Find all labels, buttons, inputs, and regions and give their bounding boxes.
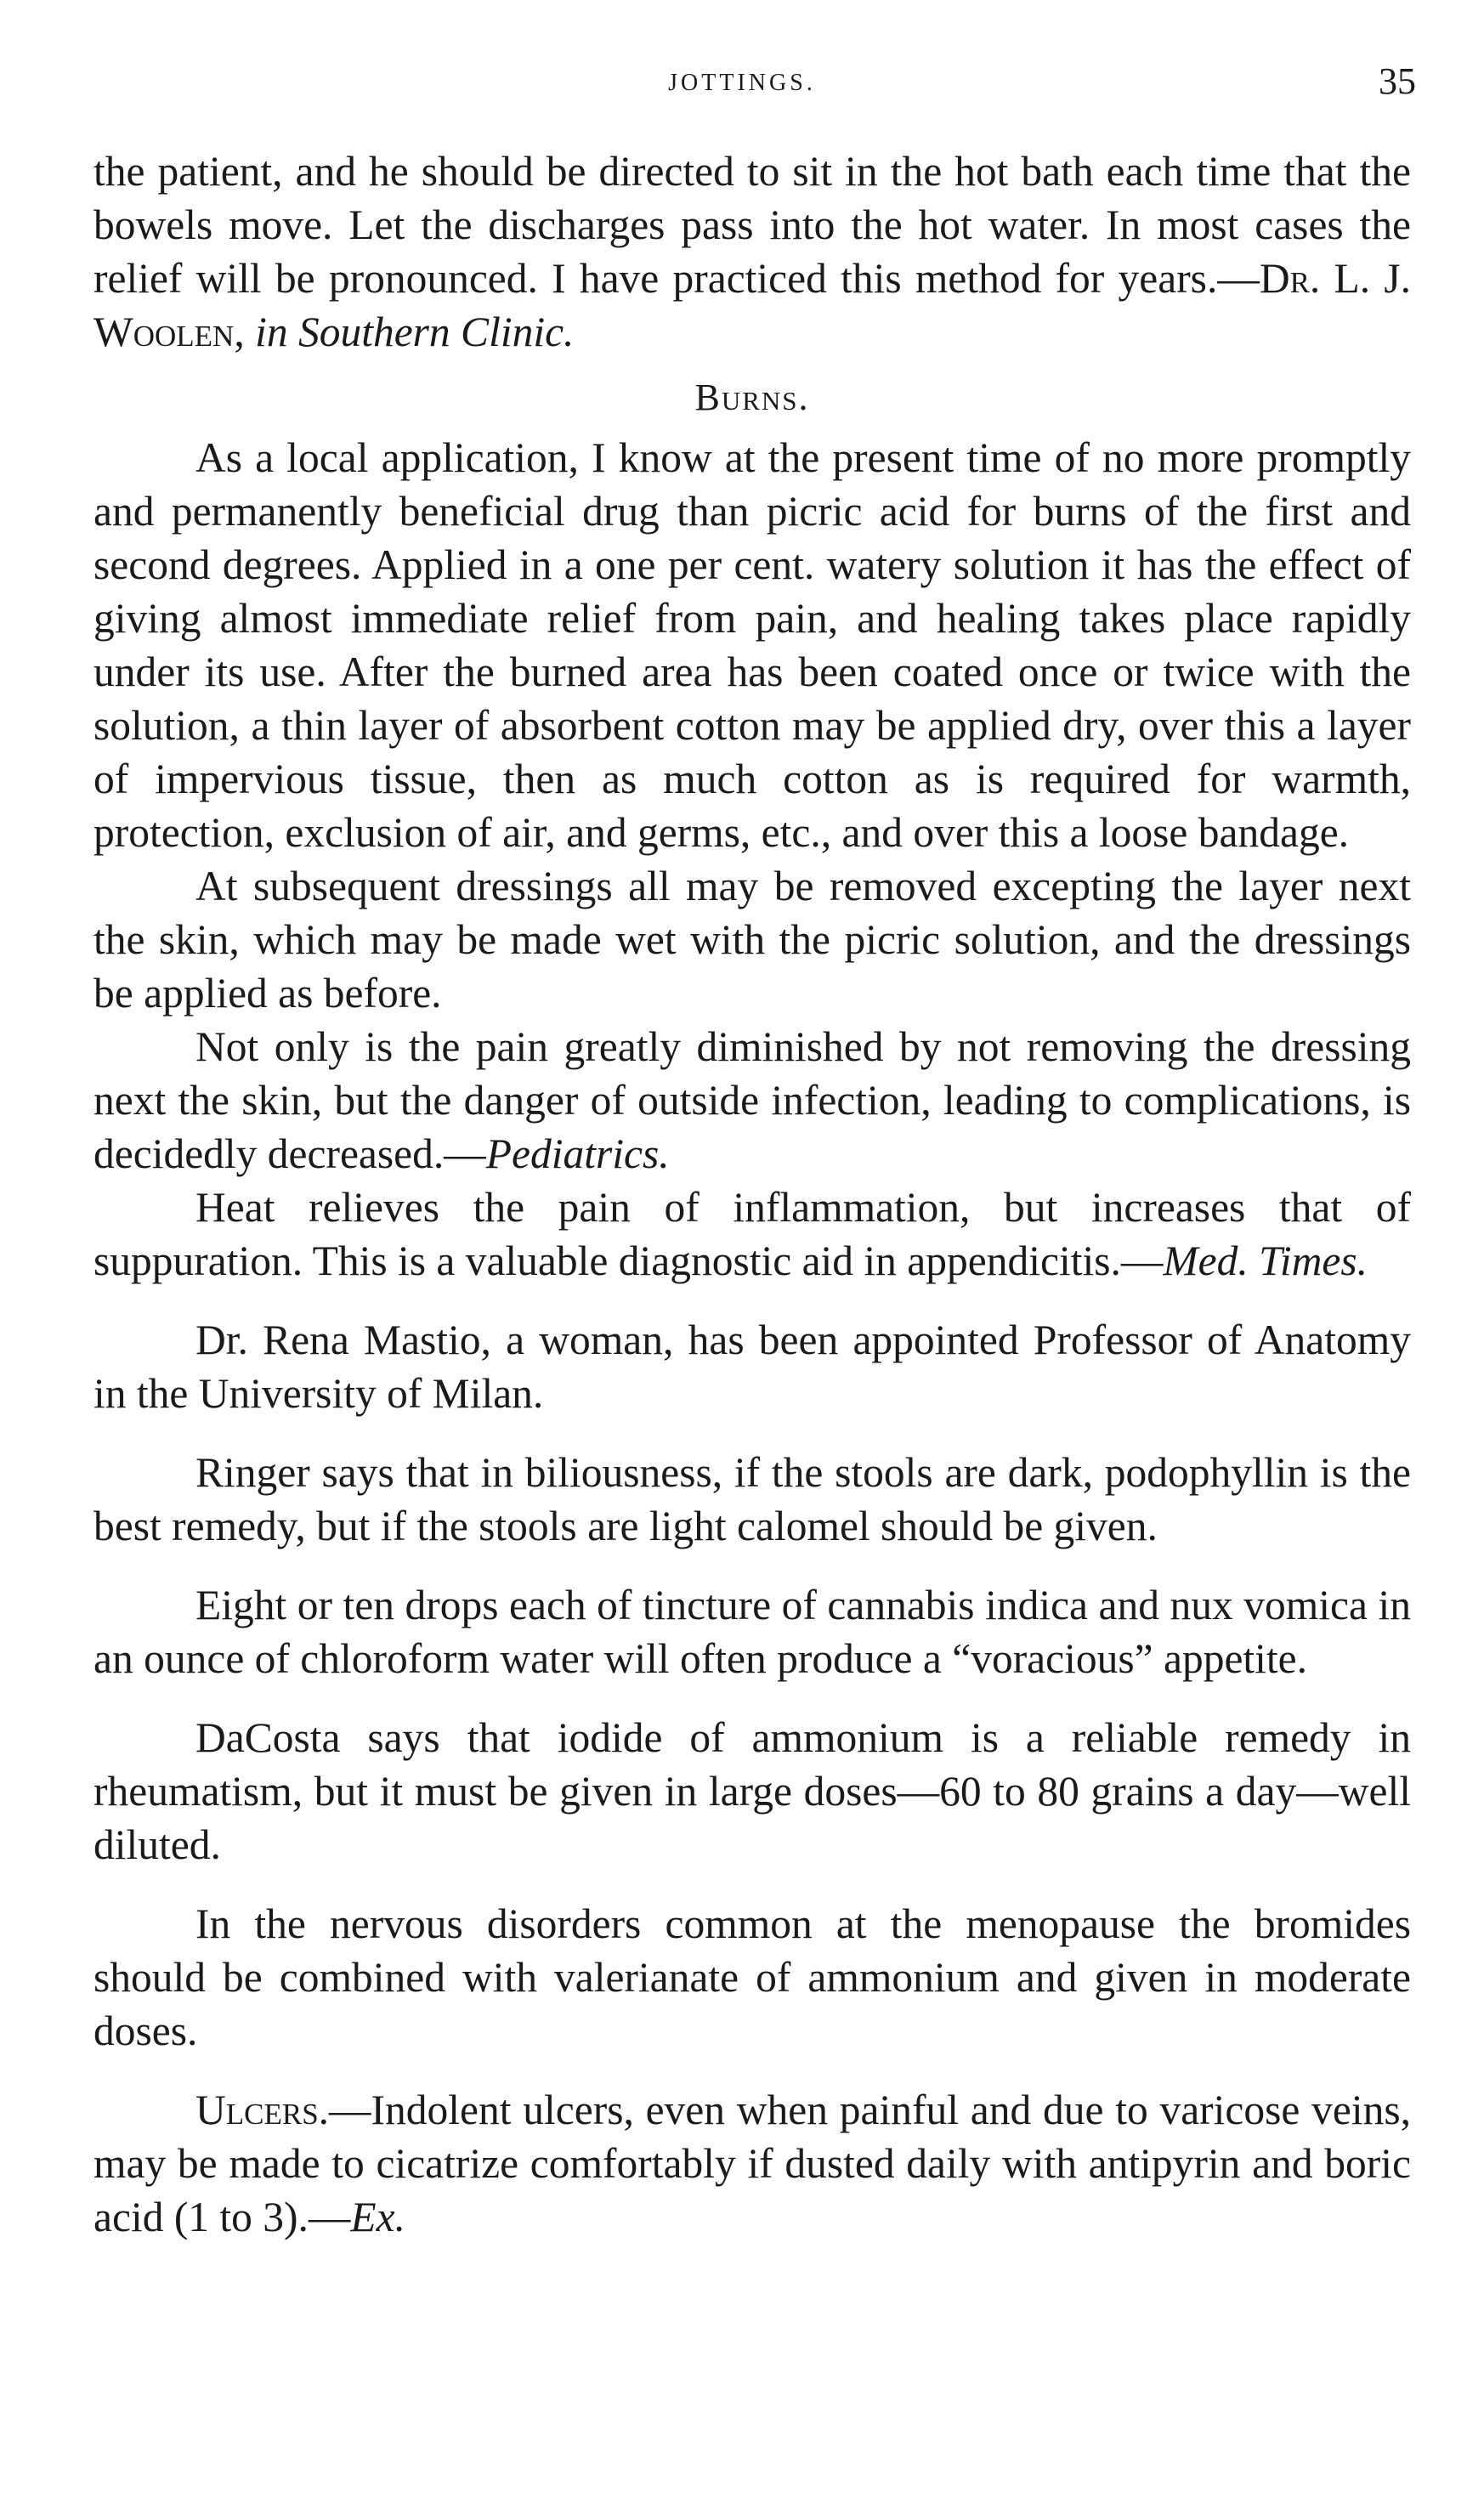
author-credit: Dr. L. J. Woolen	[93, 255, 1412, 355]
ulcers-label: Ulcers.	[195, 2087, 330, 2133]
paragraph-picric-acid: As a local application, I know at the present time of no more promptly and permanently beneficial drug than picric acid for burns of the first and second degrees. Applied in a one per cent. watery solution it has the effect of giving almost immediate relief from pain, and healing takes place rapidly under its use. After the burned area has been coated once or twice with the solution, a thin layer of absorbent cotton may be applied dry, over this a layer of impervious tissue, then as much cotton as is required for warmth, protection, exclusion of air, and germs, etc., and over this a loose bandage.	[93, 434, 1411, 856]
page-body	[93, 144, 1411, 2244]
paragraph-hot-bath	[93, 144, 1411, 359]
paragraph-text: Heat relieves the pain of inflammation, but increases that of suppuration. This is a valuable diagnostic aid in appendicitis.—	[93, 1184, 1411, 1284]
source-citation: Ex.	[350, 2194, 406, 2240]
source-citation: Med. Times.	[1163, 1237, 1368, 1284]
running-title: JOTTINGS.	[668, 70, 816, 96]
section-heading-burns: Burns.	[694, 377, 810, 418]
connector-text: ,	[234, 309, 256, 355]
paragraph-text: the patient, and he should be directed to sit in the hot bath each time that the bowels move. Let the discharges pass into the hot water. In most cases the relief will be pronounced. I have practiced this method for years.—	[93, 148, 1411, 302]
paragraph-text: —Indolent ulcers, even when painful and due to varicose veins, may be made to cicatrize comfortably if dusted daily with antipyrin and boric acid (1 to 3).—	[93, 2087, 1411, 2240]
paragraph-dacosta: DaCosta says that iodide of ammonium is a reliable remedy in rheumatism, but it must be given in large doses—60 to 80 grains a day—well diluted.	[93, 1714, 1411, 1868]
paragraph-menopause: In the nervous disorders common at the menopause the bromides should be combined with valerianate of ammonium and given in moderate doses.	[93, 1900, 1411, 2054]
paragraph-ringer: Ringer says that in biliousness, if the stools are dark, podophyllin is the best remedy, but if the stools are light calomel should be given.	[93, 1449, 1411, 1549]
paragraph-cannabis: Eight or ten drops each of tincture of cannabis indica and nux vomica in an ounce of chloroform water will often produce a “voracious” appetite.	[93, 1582, 1411, 1682]
paragraph-text: Not only is the pain greatly diminished by not removing the dressing next the skin, but the danger of outside infection, leading to complications, is decidedly decreased.—	[93, 1023, 1411, 1177]
running-head	[0, 59, 1484, 110]
paragraph-mastio: Dr. Rena Mastio, a woman, has been appointed Professor of Anatomy in the University of Milan.	[93, 1317, 1411, 1417]
source-citation: in Southern Clinic.	[255, 309, 575, 355]
paragraph-ulcers	[93, 2083, 1411, 2244]
paragraph-pain-diminished	[93, 1020, 1411, 1181]
page-number: 35	[1379, 60, 1416, 102]
source-citation: Pediatrics.	[485, 1130, 670, 1177]
paragraph-subsequent-dressings: At subsequent dressings all may be removed excepting the layer next the skin, which may be made wet with the picric solution, and the dressings be applied as before.	[93, 863, 1411, 1016]
paragraph-heat-inflammation	[93, 1181, 1411, 1288]
